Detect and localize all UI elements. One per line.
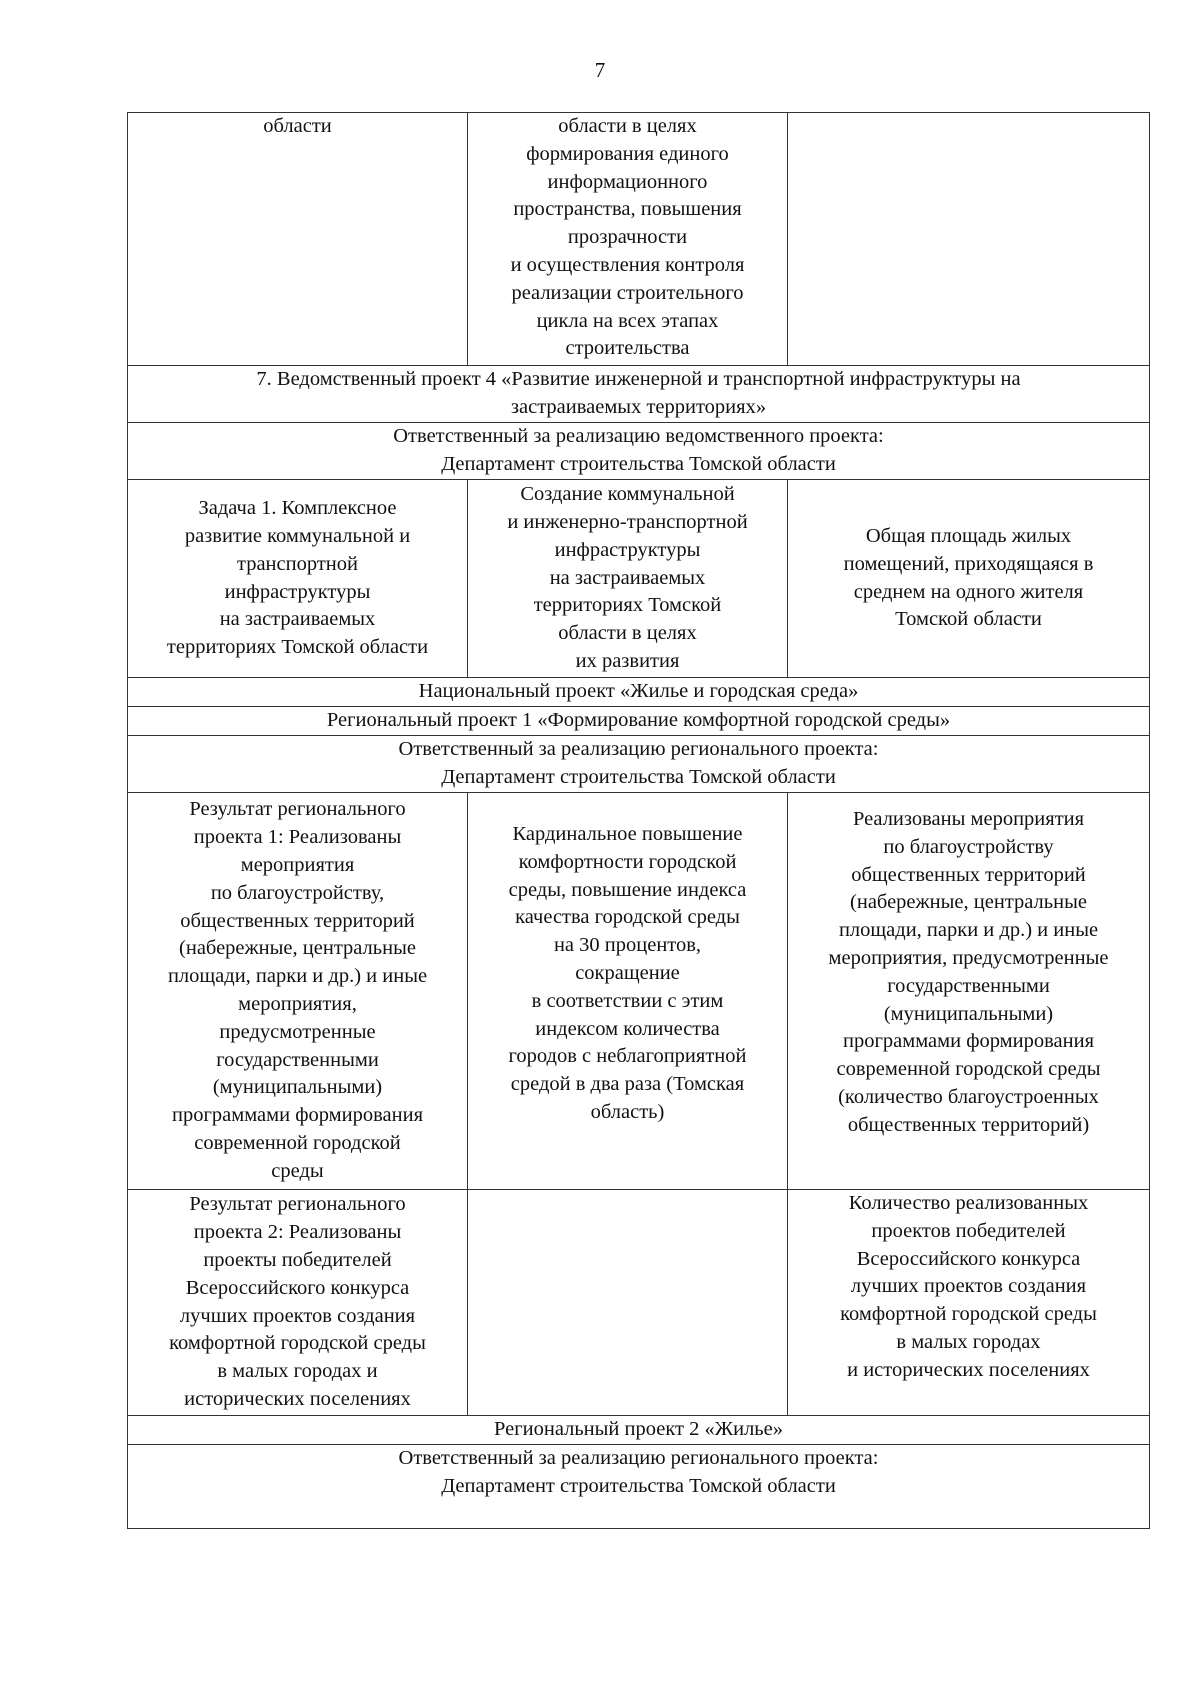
text-line: средой в два раза (Томская	[510, 1073, 745, 1096]
text-line: на 30 процентов,	[553, 934, 702, 957]
text-line: застраиваемых территориях»	[510, 396, 767, 418]
text-line: мероприятия, предусмотренные	[828, 946, 1109, 969]
page-number: 7	[594, 58, 606, 82]
text-line: исторических поселениях	[184, 1387, 411, 1410]
text-line: (муниципальными)	[883, 1002, 1054, 1025]
text-line: области в целях	[558, 115, 697, 137]
text-line: Ответственный за реализацию ведомственного проекта:	[393, 425, 884, 448]
text-line: лучших проектов создания	[179, 1304, 416, 1327]
text-line: прозрачности	[567, 226, 688, 249]
table-cell	[468, 113, 788, 366]
text-line: общественных территорий	[180, 909, 415, 932]
table-row	[128, 113, 1150, 366]
text-line: современной городской	[194, 1131, 401, 1154]
text-line: Ответственный за реализацию регионального проекта:	[398, 738, 879, 761]
text-line: программами формирования	[843, 1030, 1094, 1053]
text-line: Ответственный за реализацию регионального проекта:	[398, 1447, 879, 1469]
text-line: территориях Томской области	[166, 636, 429, 659]
section-row	[128, 366, 1150, 423]
text-line: государственными	[216, 1048, 379, 1071]
text-line: лучших проектов создания	[850, 1275, 1087, 1298]
text-line: Томской области	[895, 608, 1042, 631]
text-line: Национальный проект «Жилье и городская среда»	[418, 680, 859, 703]
text-line: по благоустройству	[883, 835, 1054, 858]
text-line: Общая площадь жилых	[865, 524, 1072, 547]
text-line: на застраиваемых	[549, 566, 706, 589]
text-line: качества городской среды	[515, 906, 740, 929]
section-row	[128, 1445, 1150, 1529]
text-line: комфортной городской среды	[169, 1332, 426, 1355]
text-line: сокращение	[575, 961, 680, 984]
text-line: на застраиваемых	[219, 608, 376, 631]
text-line: индексом количества	[535, 1017, 720, 1040]
table-cell	[128, 113, 468, 366]
text-line: помещений, приходящаяся в	[843, 552, 1094, 575]
text-line: (набережные, центральные	[179, 937, 416, 960]
text-line: Результат регионального	[189, 1193, 406, 1216]
table-row	[128, 480, 1150, 678]
text-line: Региональный проект 2 «Жилье»	[493, 1418, 783, 1441]
text-line: среды, повышение индекса	[508, 878, 747, 901]
table-cell	[128, 1190, 468, 1416]
regional-project-heading	[128, 1416, 1150, 1445]
section-row	[128, 707, 1150, 736]
text-line: Всероссийского конкурса	[856, 1247, 1081, 1270]
text-line: Департамент строительства Томской области	[441, 766, 836, 788]
section-row	[128, 423, 1150, 480]
table-cell	[788, 1190, 1150, 1416]
text-line: 7. Ведомственный проект 4 «Развитие инженерной и транспортной инфраструктуры на	[256, 368, 1021, 391]
text-line: общественных территорий)	[847, 1113, 1090, 1136]
table-row	[128, 1190, 1150, 1416]
text-line: площади, парки и др.) и иные	[167, 965, 428, 988]
responsible-heading	[128, 736, 1150, 793]
text-line: Задача 1. Комплексное	[198, 497, 397, 520]
project-heading	[128, 366, 1150, 423]
table-cell	[128, 793, 468, 1190]
text-line: транспортной	[237, 552, 358, 575]
section-row	[128, 1416, 1150, 1445]
text-line: Департамент строительства Томской области	[441, 453, 836, 475]
text-line: (количество благоустроенных	[838, 1085, 1099, 1108]
text-line: Департамент строительства Томской области	[441, 1474, 836, 1497]
text-line: территориях Томской	[533, 594, 722, 617]
table-row	[128, 793, 1150, 1190]
text-line: и исторических поселениях	[847, 1358, 1090, 1381]
text-line: (набережные, центральные	[850, 891, 1087, 914]
text-line: реализации строительного	[511, 281, 744, 304]
text-line: Всероссийского конкурса	[185, 1276, 410, 1299]
text-line: строительства	[565, 337, 690, 360]
text-line: среднем на одного жителя	[853, 580, 1084, 603]
text-line: в малых городах	[896, 1330, 1041, 1353]
text-line: проекты победителей	[203, 1248, 392, 1271]
text-line: инфраструктуры	[554, 538, 701, 561]
text-line: комфортной городской среды	[840, 1303, 1097, 1326]
text-line: Реализованы мероприятия	[852, 808, 1085, 830]
text-line: Кардинальное повышение	[512, 823, 743, 845]
text-line: формирования единого	[526, 142, 729, 165]
section-row	[128, 678, 1150, 707]
text-line: программами формирования	[172, 1104, 423, 1127]
responsible-heading	[128, 1445, 1150, 1529]
text-line: по благоустройству,	[210, 881, 385, 904]
text-line: (муниципальными)	[212, 1076, 383, 1099]
text-line: области	[263, 115, 332, 137]
text-line: в соответствии с этим	[531, 989, 724, 1012]
responsible-heading	[128, 423, 1150, 480]
text-line: инфраструктуры	[224, 580, 371, 603]
text-line: Региональный проект 1 «Формирование комфортной городской среды»	[326, 709, 951, 732]
table-cell	[468, 793, 788, 1190]
text-line: современной городской среды	[836, 1058, 1101, 1081]
table-cell	[468, 480, 788, 678]
text-line: и осуществления контроля	[510, 253, 745, 276]
text-line: государственными	[887, 974, 1050, 997]
table-cell	[788, 113, 1150, 366]
section-row	[128, 736, 1150, 793]
text-line: предусмотренные	[219, 1020, 376, 1043]
text-line: Создание коммунальной	[520, 483, 735, 506]
text-line: проекта 2: Реализованы	[193, 1221, 402, 1244]
table-cell	[788, 793, 1150, 1190]
text-line: Количество реализованных	[848, 1192, 1089, 1214]
regional-project-heading	[128, 707, 1150, 736]
text-line: проекта 1: Реализованы	[193, 826, 402, 849]
national-project-heading	[128, 678, 1150, 707]
project-table	[127, 112, 1150, 1529]
text-line: городов с неблагоприятной	[508, 1045, 747, 1068]
text-line: комфортности городской	[518, 850, 737, 873]
text-line: области в целях	[558, 622, 697, 645]
text-line: развитие коммунальной и	[184, 524, 411, 547]
text-line: в малых городах и	[217, 1360, 378, 1383]
text-line: мероприятия	[240, 854, 355, 877]
text-line: проектов победителей	[871, 1219, 1066, 1242]
text-line: пространства, повышения	[513, 198, 742, 221]
text-line: общественных территорий	[851, 863, 1086, 886]
text-line: Результат регионального	[189, 798, 406, 821]
text-line: мероприятия,	[238, 993, 357, 1015]
table-cell	[128, 480, 468, 678]
text-line: их развития	[575, 649, 680, 672]
text-line: и инженерно-транспортной	[507, 511, 748, 533]
text-line: информационного	[547, 170, 708, 193]
table-cell	[788, 480, 1150, 678]
text-line: цикла на всех этапах	[536, 309, 719, 332]
text-line: среды	[271, 1159, 324, 1182]
table-cell	[468, 1190, 788, 1416]
text-line: область)	[590, 1100, 665, 1123]
text-line: площади, парки и др.) и иные	[838, 919, 1099, 942]
